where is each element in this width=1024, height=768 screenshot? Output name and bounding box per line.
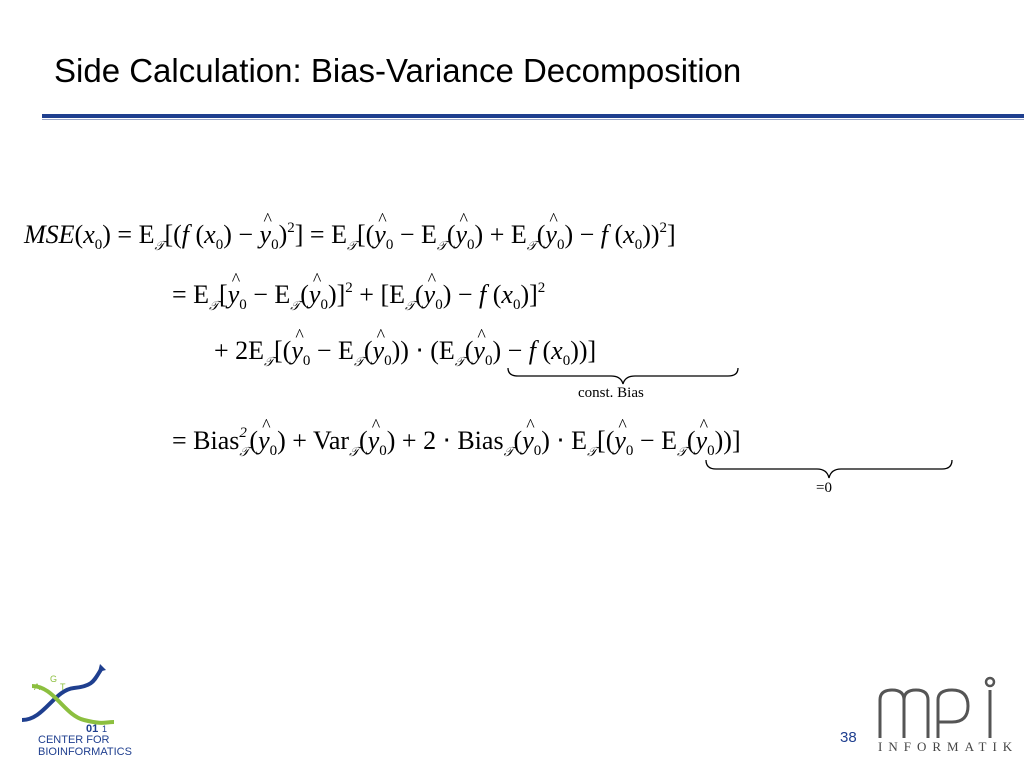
underbrace-const-bias (506, 366, 740, 386)
svg-text:A: A (34, 682, 41, 692)
equation-line-1: $MSE(x_0) = E_𝒯[(f$ $(x_0)$ − ^ $y_0)^2$] = $E_𝒯[(\^{}$ $y_0$ − $E_𝒯(\^{}$ $y_0$) + $E_𝒯(\^{}$ $y_0) - f$ $(x_0))^2$] (24, 222, 676, 248)
svg-text:G: G (50, 674, 58, 684)
equation-line-3: + $2E_𝒯[(\^{}$ $y_0$ − $E_𝒯(\^{}$ $y_0$)) ⋅ ($E_𝒯(\^{}$ $y_0) - f$ $(x_0)$)] (214, 338, 596, 364)
page-number: 38 (840, 729, 857, 746)
equals-zero-note: =0 (816, 480, 832, 496)
svg-text:T: T (60, 682, 66, 692)
title-rule-thin (42, 119, 1024, 120)
equation-line-4: = Bias 2 𝒯 (^ $y_0$) + Var$_𝒯$(^ $y_0) + 2$ ⋅ Bias$_𝒯$(^ $y_0$) ⋅ $E_𝒯[(\^{}$ $y_0$ − $E_𝒯(\^{}$ $y_0$))] (172, 428, 741, 454)
informatik-label: INFORMATIK (878, 739, 1019, 754)
underbrace-zero (704, 458, 954, 480)
const-bias-note: const. Bias (578, 385, 644, 401)
title-rule (42, 114, 1024, 118)
svg-text:01: 01 (86, 723, 99, 735)
slide-title: Side Calculation: Bias-Variance Decomposition (54, 52, 742, 89)
mpi-informatik-logo (876, 676, 1008, 742)
center-for-bioinformatics-label (38, 734, 132, 758)
equation-line-2: = $E_𝒯[\^{}$ $y_0$ − $E_𝒯(\^{}$ $y_0)]^2$ + [$E_𝒯(\^{}$ $y_0) - f$ $(x_0)]^2$ (172, 282, 545, 308)
svg-text:1: 1 (102, 724, 108, 734)
center-label-line-2: BIOINFORMATICS (38, 746, 132, 758)
center-label-line-1: CENTER FOR (38, 734, 110, 746)
